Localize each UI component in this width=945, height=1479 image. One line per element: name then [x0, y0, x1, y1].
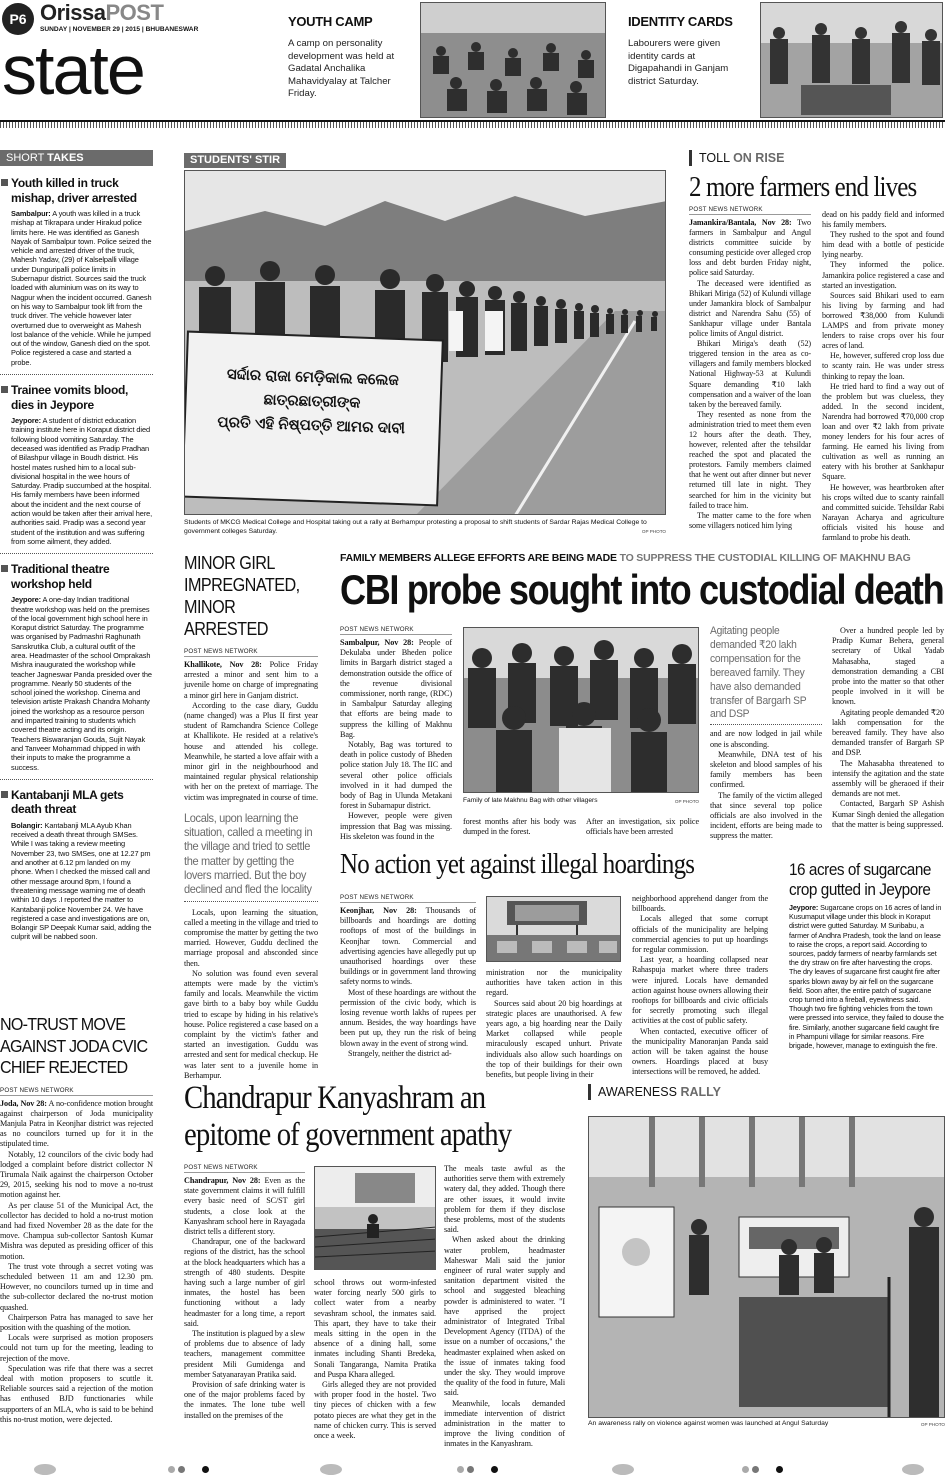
short-take-item	[0, 383, 153, 546]
divider	[0, 553, 153, 554]
byline: POST NEWS NETWORK	[689, 206, 811, 215]
page-number: P6	[2, 3, 34, 35]
teaser-youth-camp-text: A camp on personality development was held at Gadatal Anchalika Mahavidyalay at Talcher Friday.	[288, 38, 395, 99]
photo-caption: An awareness rally on violence against women was launched at Angul Saturday OP PHOTO	[588, 1420, 945, 1429]
dateline: SUNDAY | NOVEMBER 29 | 2015 | BHUBANESWAR	[40, 26, 199, 33]
hoardings-headline: No action yet against illegal hoardings	[340, 848, 695, 880]
awareness-rally-photo	[588, 1116, 945, 1418]
kanyashram-photo	[314, 1166, 436, 1270]
hoardings-body-col3: neighborhood apprehend danger from the billboards. Locals alleged that some corrupt officials of the municipality are helping commercial agencies to put up hoardings for regular commission. Last year, a hoarding collapsed near Rahaspuja market where three traders were injured. Locals have demanded action against house owners allowing their rooftops for billboards and civic officials for secretly promoting such illegal activities at the cost of public safety. When contacted, executive officer of the municipality Manoranjan Panda said action will be taken against the house owners. Hoardings placed at busy intersections will be removed, he added.	[632, 894, 768, 1077]
short-takes-header: SHORT TAKES	[0, 150, 153, 166]
divider	[710, 724, 822, 725]
cbi-under-photo-left: forest months after his body was dumped in the forest.	[463, 817, 576, 837]
awareness-tag: AWARENESS RALLY	[588, 1084, 945, 1100]
kanyashram-body-col1: Chandrapur, Nov 28: Even as the state government claims it will fulfill every basic need of SC/ST girl students, a close look at the Kanyashram school here in Rayagada district tells a different story. Chandrapur, one of the backward regions of the district, has the school at the block headquarters which has a strength of 480 students. Despite having such a large number of girl inmates, the hostel has been functioning without a lady headmaster for a long time, a report said. The institution is plagued by a slew of problems due to absence of lady teachers, management committee president Mili Gumidenga and member Satyanarayan Pratika said. Provision of safe drinking water is one of the major problems faced by the inmates. The lone tube well installed on the premises of the	[184, 1176, 305, 1420]
hoardings-body-col2: ministration nor the municipality authorities have taken action in this regard. Sources said about 20 big hoardings at strategic places are unauthorised. A few years ago, a big hoarding near the Daily Market collapsed while people miraculously escaped unhurt. Private individuals also allow such hoardings on the top of their buildings for their own benefits, but people living in their	[486, 968, 622, 1080]
cbi-body-col4: Over a hundred people led by Pradip Kumar Behera, general secretary of Utkal Yadab Mahasabha, staged a demonstration demanding a CBI probe into the matter so that other people involved in it will be known. Agitating people demanded ₹20 lakh compensation for the bereaved family. They have also demanded transfer of Bargarh SP and DSP. The Mahasabha threatened to intensify the agitation and the state assembly will be gheraoed if their demands are not met. Contacted, Bargarh SP Ashish Kumar Singh denied the allegation that the matter is being suppressed.	[832, 626, 944, 829]
hoardings-body-col1: Keonjhar, Nov 28: Thousands of billboards and hoardings are dotting rooftops of most of the buildings in Keonjhar town. Commercial and advertising agencies have allegedly put up unauthorised hoardings over these buildings or in government land throwing safety norms to winds. Most of these hoardings are without the permission of the civic body, which is losing revenue worth lakhs of rupees per annum. Besides, the way hoardings have been put up, they run the risk of being blown away in the event of strong wind. Strangely, neither the district ad-	[340, 906, 476, 1058]
byline: POST NEWS NETWORK	[340, 894, 476, 903]
photo-credit: OP PHOTO	[641, 528, 666, 534]
short-takes-column	[0, 150, 153, 942]
short-take-headline: Youth killed in truck mishap, driver arrested	[0, 176, 153, 205]
kanyashram-story	[184, 1080, 574, 1449]
registration-oval	[612, 1464, 634, 1475]
registration-oval	[34, 1464, 56, 1475]
minor-body-cont: Locals, upon learning the situation, called a meeting in the village and tried to compromise the matter by getting the two married. However, Guddu declined the marriage proposal and absconded since then. No solution was found even several attempts were made by the victim's family and locals. Meanwhile the victim gave birth to a baby boy while Guddu tried to escape by hiding in his relative's house. Police registered a case based on a complaint by the victim's father and started an investigation. Guddu was arrested and sent for medical checkup. He was later sent to a juvenile home in Berhampur.	[184, 907, 318, 1080]
toll-on-rise	[689, 150, 945, 543]
awareness-rally	[588, 1084, 945, 1429]
kanyashram-body-col2: school throws out worm-infested water forcing nearly 500 girls to collect water from a nearby sevashram school, the inmates said. This apart, they have to take their meals sitting in the open in the absence of a dining hall, some inmates including Shanti Bredeka, Sonali Tangaranga, Namita Pratika and Puspa Khara alleged. Girls alleged they are not provided with proper food in the hostel. Two tiny pieces of chicken with a few potato pieces are what they get in the name of chicken curry. This is served once a week.	[314, 1278, 436, 1441]
hoardings-story	[340, 848, 770, 1080]
makhnu-family-photo	[463, 627, 699, 793]
registration-oval	[320, 1464, 342, 1475]
byline: POST NEWS NETWORK	[184, 648, 318, 657]
masthead	[0, 0, 945, 122]
hoardings-photo	[486, 896, 621, 962]
no-trust-story	[0, 1014, 153, 1425]
minor-body: Khallikote, Nov 28: Police Friday arrested a minor and sent him to a juvenile home on charge of impregnating a minor girl here in Ganjam district. According to the case diary, Guddu (name changed) was a Plus II first year student of Ramchandra Science College at Khallikote. He resided at a relative's house and attended his college. Meanwhile, he started a love affair with a minor girl in the neighbourhood and maintained regular physical relationship with her on the pretext of marriage. The victim was impregnated in course of time.	[184, 660, 318, 802]
minor-headline: MINOR GIRL IMPREGNATED, MINOR ARRESTED	[184, 553, 300, 639]
teaser-youth-camp-title: YOUTH CAMP	[288, 14, 373, 29]
short-take-body: Jeypore: A student of district education training institute here in Koraput district died following blood vomiting Saturday. The deceased was identified as Pradip Pradhan of Bilashpur village in Boudh district. His hostel mates rushed him to a local sub-divisional hospital in the wee hours of Saturday. Pradip succumbed at the hospital. His family members have been informed about the incident and the next course of action would be taken after their arrival here, authorities said. Pradip was a second year student of the institution and was suffering from some ailment, they added.	[11, 416, 153, 546]
minor-pullquote: Locals, upon learning the situation, called a meeting in the village and tried to settle the matter by getting the lovers married. But the boy declined and fled the locality	[184, 810, 313, 897]
students-stir	[184, 150, 666, 536]
short-take-headline: Kantabanji MLA gets death threat	[0, 788, 153, 817]
kanyashram-headline: Chandrapur Kanyashram an epitome of government apathy	[184, 1080, 512, 1153]
short-take-headline: Trainee vomits blood, dies in Jeypore	[0, 383, 153, 412]
minor-story	[184, 552, 318, 1081]
youth-camp-photo	[420, 2, 606, 118]
registration-oval	[902, 1464, 924, 1475]
sugarcane-headline: 16 acres of sugarcane crop gutted in Jeypore	[789, 860, 931, 899]
cbi-headline: CBI probe sought into custodial death	[340, 566, 944, 613]
cbi-body-col3: and are now lodged in jail while one is absconding. Meanwhile, DNA test of his skeleton and blood samples of his family members has been confirmed. The family of the victim alleged that since several top police officials are also involved in the incident, efforts are being made to suppress the matter.	[710, 729, 822, 841]
short-take-body: Jeypore: A one-day Indian traditional theatre workshop was held on the premises of the local government high school here in Koraput district Saturday. The programme was organised by Padmashri Raghunath Sanskrutika Club, a cultural outfit of the area. Headmaster of the school Omprakash Mishra inaugurated the workshop while teacher Jagneswar Panda presided over the programme. Nearly 50 students of the school joined the workshop. Cinema and television artiste Prakash Chandra Mohanty joined the workshop as a resource person and imparted training to students which covered theatre acting and its origin. Teachers Biswaranjan Gouda, Sujit Nayak and Tanveer Mohammad chipped in with their inputs to make the programme a success.	[11, 595, 152, 772]
byline: POST NEWS NETWORK	[340, 626, 452, 635]
short-take-item	[0, 562, 153, 772]
masthead-hatch	[0, 122, 945, 128]
brand-logo: OrissaPOST	[40, 0, 164, 25]
short-take-item	[0, 788, 153, 942]
students-rally-photo	[184, 170, 666, 515]
cbi-under-photo-right: After an investigation, six police officials have been arrested	[586, 817, 699, 837]
banner-text: ସର୍ଦ୍ଦାର ରାଜା ମେଡ଼ିକାଲ କଲେଜ ଛାତ୍ରଛାତ୍ରୀଙ୍କ ପ୍ରତି ଏହି ନିଷ୍ପତ୍ତି ଆମର ଦାବୀ	[217, 366, 406, 438]
kanyashram-body-col3: The meals taste awful as the authorities serve them with extremely watery dal, they added. Though there are other issues, it would invite problem for them if they disclose these problems, most of the students said. When asked about the drinking water problem, headmaster Maheswar Mali said the junior engineer of rural water supply and sanitation department visited the school and suggested bleaching powder is administered to water. "I have apprised the project administrator of Integrated Tribal Development Agency (ITDA) of the issue on a number of occasions," the headmaster explained when asked on the issue of inmates taking food under the sky. They would improve the quality of the food in future, Mali said. Meanwhile, locals demanded immediate intervention of district administration in the matter to improve the living condition of inmates in the Kanyashram.	[444, 1164, 565, 1449]
cbi-body-col1: Sambalpur, Nov 28: People of Dekulaba under Bheden police limits in Bargarh district staged a demonstration outside the office of the revenue divisional commissioner, north range, (RDC) in Sambalpur Saturday alleging that efforts are being made to suppress the killing of Makhnu Bag. Notably, Bag was tortured to death in police custody of Bheden police station July 18. The IIC and several other police officials involved in it had dumped the body of Bag in Ulunda Metakani forest in Subarnapur district. However, people were given impression that Bag was missing. His skeleton was found in the	[340, 638, 452, 841]
divider	[0, 779, 153, 780]
no-trust-headline: NO-TRUST MOVE AGAINST JODA CVIC CHIEF REJECTED	[0, 1014, 148, 1077]
divider	[0, 374, 153, 375]
registration-dots	[742, 1466, 782, 1474]
short-take-item	[0, 176, 153, 367]
short-take-body: Sambalpur: A youth was killed in a truck mishap at Tikrapara under Hirakud police limits here. He was identified as Ganesh Nayak of Sambalpur town. Police seized the vehicle and arrested driver of the truck, Mahesh Yadav, (29) of Kalselpalli village under Dunguripalli police limits in Subernapur district. Sources said the truck loaded with aluminium was on its way to Nagpur when the incident occurred. Ganesh on his way to Sambalpur took lift from the truck driver. The vehicle however later overturned due to overweight as Mahesh lost balance of the vehicle. While he jumped out of the window, Ganesh died on the spot. Police registered a case and started a probe.	[11, 209, 152, 367]
students-stir-tag: STUDENTS' STIR	[184, 153, 286, 168]
photo-caption: Family of late Makhnu Bag with other villagers OP PHOTO	[463, 797, 699, 806]
section-title: state	[2, 31, 144, 109]
byline: POST NEWS NETWORK	[0, 1087, 153, 1096]
divider	[184, 901, 318, 902]
cbi-kicker: FAMILY MEMBERS ALLEGE EFFORTS ARE BEING MADE TO SUPPRESS THE CUSTODIAL KILLING OF MAKHNU BAG	[340, 552, 911, 564]
cbi-story	[340, 552, 945, 841]
registration-dots	[457, 1466, 497, 1474]
byline: POST NEWS NETWORK	[184, 1164, 305, 1173]
teaser-id-cards-title: IDENTITY CARDS	[628, 14, 733, 29]
sugarcane-body: Jeypore: Sugarcane crops on 16 acres of land in Kusumaput village under this block in Koraput district were gutted Saturday. M Suribabu, a farmer of Andhra Pradesh, took the land on lease to raise the crops, a report said. According to sources, paddy farmers of nearby farmlands set the dry straw on fire after harvesting the crops. The dry leaves of sugarcane first caught fire after sparks blown away by air fell on the sugarcane field. Soon after, the entire patch of sugarcane crop turned into a fireball, eyewitness said. Though two fire fighting vehicles from the town were pressed into service, they failed to douse the fire. Similarly, another sugarcane field caught fire in Phampuni village for similar reasons. Fire brigade, however, manage to extinguish the fire.	[789, 903, 944, 1051]
toll-body-col2: dead on his paddy field and informed his family members. They rushed to the spot and found him dead with a bottle of pesticide lying nearby. They informed the police. Jamankira police registered a case and started an investigation. Sources said Bhikari used to earn his living by farming and had borrowed ₹38,000 from Kulundi LAMPS and from private money lenders to raise crops over his four acres of land. He, however, suffered crop loss due to scanty rain. He was under stress thinking to repay the loan. He tried hard to find a way out of the problem but was clueless, they added. In the second incident, Narendra had borrowed ₹70,000 crop loan and over ₹2 lakh from private money lenders for his four acres of farming. He earned his living from cultivation as well as running an eatery with his brother at Sankhapur Square. He however, was heartbroken after his crops wilted due to scanty rainfall and committed suicide. Tehsildar Rabi Narayan Acharya and agriculture officials visited his house and farmland to probe his death.	[822, 210, 944, 542]
photo-credit: OP PHOTO	[674, 799, 699, 804]
photo-caption: Students of MKCG Medical College and Hospital taking out a rally at Berhampur protesting a proposal to shift students of Sardar Rajas Medical College to government colleges Saturday. OP PHOTO	[184, 519, 666, 535]
short-take-body: Bolangir: Kantabanji MLA Ayub Khan received a death threat through SMSes. While I was taking a review meeting November 23, two SMSes, one at 12.27 pm and another at 6.12 pm landed on my phone. When I checked the missed call and other message around 8pm, I found a threatening message warning me of death within 10 days .I reported the matter to Kantabanji police November 24. We have registered a case and investigations are on, Bolangir SP Deepak Kumar said, adding the culprit will be nabbed soon.	[11, 820, 152, 942]
no-trust-body: Joda, Nov 28: A no-confidence motion brought against chairperson of Joda municipality Manjula Patra in Keonjhar district was rejected as no councilors turned up for it in the stipulated time. Notably, 12 councilors of the civic body had lodged a complaint before district collector N Tirumala Naik against the chairperson October 29, 2015, seeking his nod to move a no-trust motion against her. As per clause 51 of the Municipal Act, the collector has decided to hold a no-trust motion and had fixed November 28 as the date for the move. Champua sub-collector Santosh Kumar Mishra was deputed as presiding officer of this motion. The trust vote through a secret voting was scheduled between 11 am and 12.30 pm. However, no councilors turned up in time and the sub-collector declared the no-trust motion quashed. Chairperson Patra has managed to save her position with the quashing of the motion. Locals were surprised as motion proposers could not turn up for the meeting, leading to rejection of the move. Speculation was rife that there was a secret deal with motion proposers to scuttle it. Reliable sources said a rejection of the motion has enthused BJD functionaries while supporters of an MLA, who is said to be behind this no-trust motion, were dejected.	[0, 1098, 153, 1424]
short-take-headline: Traditional theatre workshop held	[0, 562, 153, 591]
toll-body-col1: Jamankira/Bantala, Nov 28: Two farmers in Sambalpur and Angul districts committee suicide by consuming pesticide over alleged crop loss and debt burden Friday night, police said Saturday. The deceased were identified as Bhikari Miriga (52) of Kulundi village under Jamankira block of Sambalpur district and Narendra Sahu (55) of Sankhapur village under Bantala police limits of Angul district. Bhikari Miriga's death (52) triggered tension in the area as co-villagers and family members blocked National Highway-53 at Kulundi Square demanding ₹10 lakh compensation and a waiver of the loan taken by the bereaved family. They resented as none from the administration tried to meet them even 12 hours after the death. They, however, relented after the tehsildar reached the spot and placated the protestors. Family members claimed that he went out after dinner but never returned till late in night. They searched for him in the vicinity but failed to trace him. The matter came to the fore when some villagers noticed him lying	[689, 218, 811, 530]
sugarcane-story	[789, 860, 945, 1050]
registration-dots	[168, 1466, 208, 1474]
identity-cards-photo	[760, 2, 943, 118]
toll-tag: TOLL ON RISE	[689, 150, 945, 166]
cbi-pullquote: Agitating people demanded ₹20 lakh compensation for the bereaved family. They have also demanded transfer of Bargarh SP and DSP	[710, 625, 807, 721]
photo-credit: OP PHOTO	[920, 1422, 945, 1427]
teaser-id-cards-text: Labourers were given identity cards at Digapahandi in Ganjam district Saturday.	[628, 38, 729, 87]
registration-strip	[0, 1460, 945, 1479]
toll-headline: 2 more farmers end lives	[689, 171, 917, 203]
